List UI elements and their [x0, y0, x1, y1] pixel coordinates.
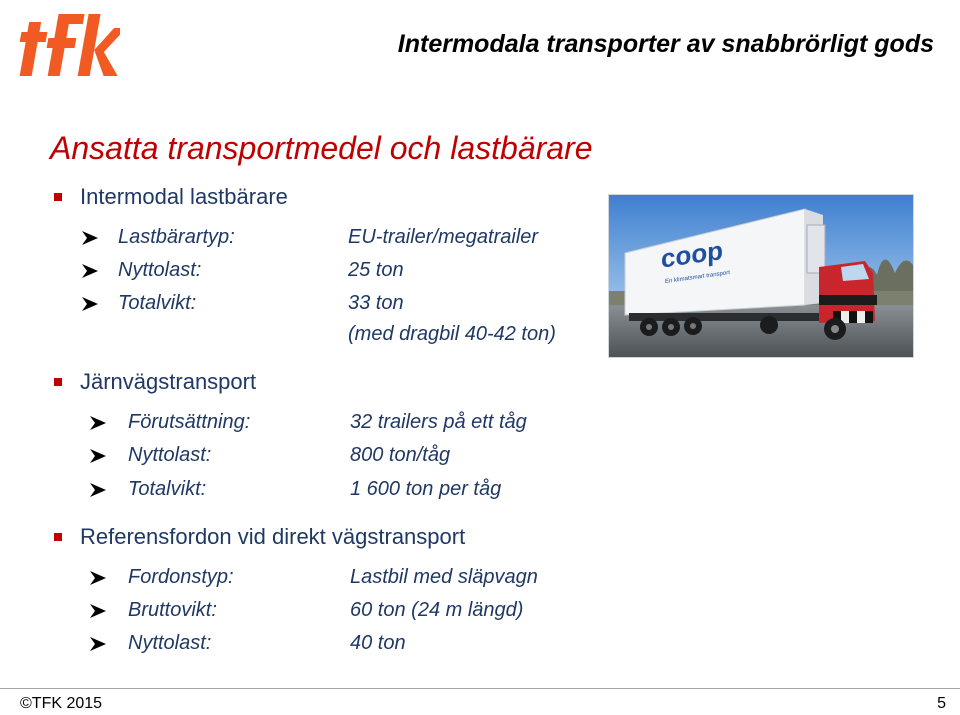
row-value: 32 trailers på ett tåg: [350, 411, 527, 433]
row-value: 25 ton: [348, 259, 404, 281]
row-term: Nyttolast:: [128, 632, 212, 654]
row-term: Lastbärartyp:: [118, 226, 235, 248]
row-value: 40 ton: [350, 632, 406, 654]
arrow-bullet-icon: [80, 230, 100, 246]
arrow-bullet-icon: [88, 448, 108, 464]
section-bullet: [54, 533, 62, 541]
row-note: (med dragbil 40-42 ton): [348, 323, 556, 345]
arrow-bullet-icon: [88, 603, 108, 619]
row-term: Nyttolast:: [118, 259, 202, 281]
section-label: Referensfordon vid direkt vägstransport: [80, 524, 466, 549]
slide-title: Ansatta transportmedel och lastbärare: [50, 130, 593, 166]
section-bullet: [54, 193, 62, 201]
row-value: 33 ton: [348, 292, 404, 314]
photo-brand-text: coop: [661, 235, 724, 274]
row-term: Totalvikt:: [118, 292, 197, 314]
row-value: 800 ton/tåg: [350, 444, 451, 466]
arrow-bullet-icon: [88, 636, 108, 652]
section-label: Järnvägstransport: [80, 369, 257, 394]
row-term: Förutsättning:: [128, 411, 251, 433]
row-term: Totalvikt:: [128, 478, 207, 500]
row-term: Bruttovikt:: [128, 599, 217, 621]
row-term: Fordonstyp:: [128, 566, 234, 588]
header-title: Intermodala transporter av snabbrörligt gods: [397, 30, 934, 58]
arrow-bullet-icon: [88, 415, 108, 431]
footer-copyright: ©TFK 2015: [20, 695, 103, 712]
arrow-bullet-icon: [88, 482, 108, 498]
section-bullet: [54, 378, 62, 386]
tfk-logo-icon: [14, 6, 120, 82]
section-label: Intermodal lastbärare: [80, 184, 288, 209]
footer-divider: [0, 688, 960, 689]
arrow-bullet-icon: [80, 263, 100, 279]
arrow-bullet-icon: [80, 296, 100, 312]
row-value: 60 ton (24 m längd): [350, 599, 524, 621]
row-value: Lastbil med släpvagn: [350, 566, 538, 588]
row-term: Nyttolast:: [128, 444, 212, 466]
truck-photo: [608, 194, 914, 358]
page-number: 5: [937, 695, 946, 712]
row-value: 1 600 ton per tåg: [350, 478, 502, 500]
arrow-bullet-icon: [88, 570, 108, 586]
photo-tagline-text: En klimatsmart transport: [665, 270, 730, 286]
row-value: EU-trailer/megatrailer: [348, 226, 539, 248]
